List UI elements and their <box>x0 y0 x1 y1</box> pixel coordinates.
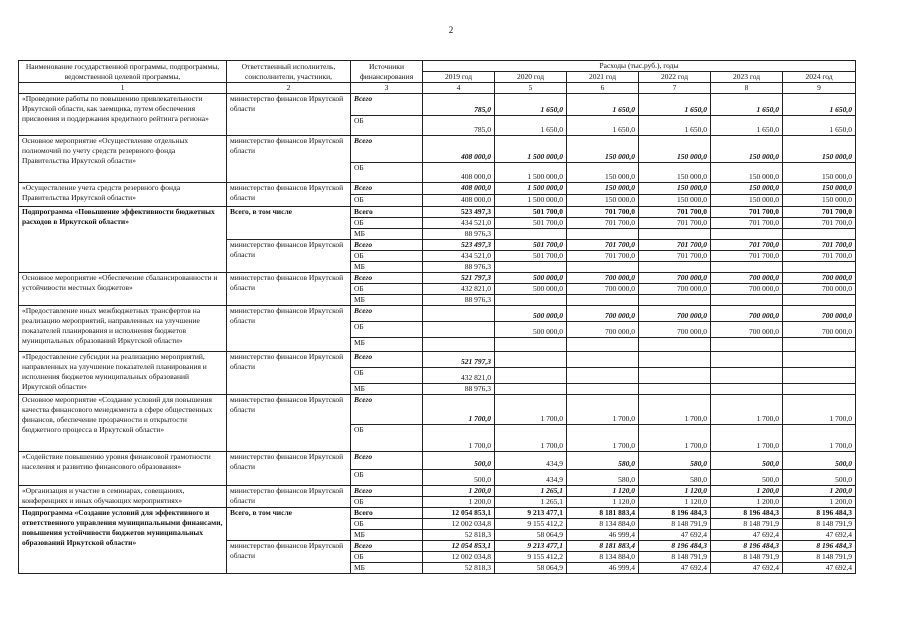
value-cell: 580,0 <box>639 452 711 470</box>
value-cell: 88 976,3 <box>423 229 495 240</box>
column-number: 3 <box>351 83 423 94</box>
value-cell: 1 200,0 <box>423 497 495 508</box>
header-executor: Ответственный исполнитель, соисполнители, участники, <box>227 61 351 83</box>
value-cell: 1 200,0 <box>423 486 495 497</box>
source-cell: ОБ <box>351 368 423 384</box>
executor-cell: министерство финансов Иркутской области <box>227 486 351 508</box>
value-cell: 150 000,0 <box>567 195 639 207</box>
value-cell: 150 000,0 <box>783 163 856 183</box>
source-cell: Всего <box>351 136 423 163</box>
program-name: Основное мероприятие «Создание условий для повышения качества финансового менеджмента в сфере общественных финансов, обеспечение прозрачности и открытости бюджетного процесса в Иркутской области» <box>19 395 227 452</box>
value-cell: 47 692,4 <box>711 530 783 541</box>
value-cell: 1 265,1 <box>495 497 567 508</box>
value-cell: 500,0 <box>783 452 856 470</box>
header-year: 2020 год <box>495 72 567 83</box>
value-cell: 701 700,0 <box>639 251 711 262</box>
value-cell: 1 700,0 <box>639 395 711 425</box>
value-cell: 1 500 000,0 <box>495 163 567 183</box>
value-cell: 88 976,3 <box>423 384 495 395</box>
source-cell: ОБ <box>351 497 423 508</box>
value-cell: 1 700,0 <box>783 425 856 452</box>
value-cell: 58 064,9 <box>495 563 567 574</box>
value-cell: 434 521,0 <box>423 218 495 229</box>
executor-cell: министерство финансов Иркутской области <box>227 541 351 574</box>
value-cell: 501 700,0 <box>495 218 567 229</box>
value-cell: 1 650,0 <box>783 116 856 136</box>
source-cell: Всего <box>351 273 423 284</box>
source-cell: ОБ <box>351 284 423 295</box>
value-cell: 500 000,0 <box>495 273 567 284</box>
value-cell: 9 213 477,1 <box>495 541 567 552</box>
value-cell: 700 000,0 <box>711 306 783 322</box>
source-cell: ОБ <box>351 470 423 486</box>
table-row <box>19 273 856 284</box>
source-cell: Всего <box>351 395 423 425</box>
header-year: 2023 год <box>711 72 783 83</box>
value-cell: 1 700,0 <box>495 395 567 425</box>
value-cell: 12 002 034,8 <box>423 552 495 563</box>
executor-cell: Всего, в том числе <box>227 508 351 541</box>
value-cell: 150 000,0 <box>711 136 783 163</box>
source-cell: МБ <box>351 338 423 352</box>
value-cell: 1 200,0 <box>711 486 783 497</box>
table-row <box>19 306 856 322</box>
executor-cell: министерство финансов Иркутской области <box>227 183 351 207</box>
value-cell: 150 000,0 <box>567 183 639 195</box>
program-name: Основное мероприятие «Осуществление отдельных полномочий по учету средств резервного фонда Правительства Иркутской области» <box>19 136 227 183</box>
value-cell: 47 692,4 <box>639 563 711 574</box>
value-cell: 1 650,0 <box>495 94 567 116</box>
header-row <box>19 61 856 72</box>
value-cell: 150 000,0 <box>711 183 783 195</box>
value-cell: 408 000,0 <box>423 163 495 183</box>
value-cell: 1 700,0 <box>423 395 495 425</box>
value-cell: 500,0 <box>783 470 856 486</box>
table-row <box>19 183 856 195</box>
header-name: Наименование государственной программы, подпрограммы, ведомственной целевой программы, <box>19 61 227 83</box>
value-cell: 150 000,0 <box>783 136 856 163</box>
value-cell: 8 196 484,3 <box>783 541 856 552</box>
executor-cell: министерство финансов Иркутской области <box>227 273 351 306</box>
value-cell: 1 265,1 <box>495 486 567 497</box>
value-cell: 47 692,4 <box>639 530 711 541</box>
value-cell: 46 999,4 <box>567 530 639 541</box>
value-cell: 1 700,0 <box>495 425 567 452</box>
value-cell: 1 500 000,0 <box>495 183 567 195</box>
value-cell: 1 650,0 <box>783 94 856 116</box>
column-number: 7 <box>639 83 711 94</box>
value-cell: 1 120,0 <box>639 497 711 508</box>
executor-cell: Всего, в том числе <box>227 207 351 240</box>
value-cell: 150 000,0 <box>567 136 639 163</box>
value-cell: 701 700,0 <box>711 240 783 251</box>
value-cell: 150 000,0 <box>639 183 711 195</box>
value-cell: 9 155 412,2 <box>495 519 567 530</box>
column-number: 9 <box>783 83 856 94</box>
value-cell: 1 700,0 <box>783 395 856 425</box>
value-cell: 700 000,0 <box>783 322 856 338</box>
program-name: «Осуществление учета средств резервного фонда Правительства Иркутской области» <box>19 183 227 207</box>
executor-cell: министерство финансов Иркутской области <box>227 240 351 273</box>
value-cell: 700 000,0 <box>639 284 711 295</box>
value-cell: 8 134 884,0 <box>567 552 639 563</box>
value-cell: 501 700,0 <box>495 240 567 251</box>
value-cell: 432 821,0 <box>423 284 495 295</box>
value-cell: 408 000,0 <box>423 183 495 195</box>
value-cell: 501 700,0 <box>495 207 567 218</box>
program-name: «Содействие повышению уровня финансовой грамотности населения и развитию финансового образования» <box>19 452 227 486</box>
value-cell: 8 196 484,3 <box>639 541 711 552</box>
value-cell: 1 120,0 <box>639 486 711 497</box>
table-row <box>19 452 856 470</box>
value-cell: 47 692,4 <box>783 563 856 574</box>
value-cell: 785,0 <box>423 116 495 136</box>
source-cell: Всего <box>351 94 423 116</box>
value-cell: 500,0 <box>423 452 495 470</box>
value-cell: 701 700,0 <box>783 251 856 262</box>
value-cell: 521 797,3 <box>423 352 495 368</box>
value-cell: 521 797,3 <box>423 273 495 284</box>
value-cell: 1 650,0 <box>711 116 783 136</box>
value-cell: 46 999,4 <box>567 563 639 574</box>
executor-cell: министерство финансов Иркутской области <box>227 136 351 183</box>
subprogram-name: Подпрограмма «Повышение эффективности бюджетных расходов в Иркутской области» <box>19 207 227 273</box>
value-cell: 8 181 883,4 <box>567 508 639 519</box>
value-cell: 88 976,3 <box>423 295 495 306</box>
value-cell: 150 000,0 <box>711 195 783 207</box>
value-cell: 700 000,0 <box>567 284 639 295</box>
value-cell: 150 000,0 <box>639 195 711 207</box>
value-cell: 150 000,0 <box>783 195 856 207</box>
value-cell: 701 700,0 <box>567 218 639 229</box>
value-cell: 8 196 484,3 <box>783 508 856 519</box>
executor-cell: министерство финансов Иркутской области <box>227 306 351 352</box>
executor-cell: министерство финансов Иркутской области <box>227 352 351 395</box>
value-cell: 501 700,0 <box>495 251 567 262</box>
value-cell: 8 196 484,3 <box>711 508 783 519</box>
value-cell: 47 692,4 <box>783 530 856 541</box>
source-cell: ОБ <box>351 425 423 452</box>
value-cell: 700 000,0 <box>783 273 856 284</box>
value-cell: 701 700,0 <box>711 207 783 218</box>
value-cell: 9 155 412,2 <box>495 552 567 563</box>
value-cell: 700 000,0 <box>567 306 639 322</box>
table-row <box>19 94 856 116</box>
value-cell: 500 000,0 <box>495 284 567 295</box>
value-cell: 700 000,0 <box>639 322 711 338</box>
source-cell: ОБ <box>351 322 423 338</box>
source-cell: ОБ <box>351 218 423 229</box>
value-cell: 9 213 477,1 <box>495 508 567 519</box>
value-cell: 1 700,0 <box>711 395 783 425</box>
value-cell: 701 700,0 <box>711 218 783 229</box>
value-cell: 701 700,0 <box>567 251 639 262</box>
value-cell: 1 650,0 <box>639 116 711 136</box>
value-cell: 1 650,0 <box>567 116 639 136</box>
source-cell: МБ <box>351 563 423 574</box>
source-cell: Всего <box>351 486 423 497</box>
source-cell: МБ <box>351 229 423 240</box>
value-cell: 8 148 791,9 <box>783 519 856 530</box>
value-cell: 12 002 034,8 <box>423 519 495 530</box>
value-cell: 434 521,0 <box>423 251 495 262</box>
column-number: 4 <box>423 83 495 94</box>
executor-cell: министерство финансов Иркутской области <box>227 395 351 452</box>
source-cell: Всего <box>351 452 423 470</box>
page-number: 2 <box>448 25 454 35</box>
value-cell: 432 821,0 <box>423 368 495 384</box>
value-cell: 52 818,3 <box>423 563 495 574</box>
value-cell: 58 064,9 <box>495 530 567 541</box>
value-cell: 8 148 791,9 <box>711 552 783 563</box>
value-cell: 700 000,0 <box>783 284 856 295</box>
value-cell: 580,0 <box>567 470 639 486</box>
value-cell: 8 148 791,9 <box>639 552 711 563</box>
value-cell: 1 500 000,0 <box>495 195 567 207</box>
value-cell: 785,0 <box>423 94 495 116</box>
value-cell: 1 200,0 <box>711 497 783 508</box>
value-cell: 1 200,0 <box>783 486 856 497</box>
table-row <box>19 352 856 368</box>
value-cell: 12 054 853,1 <box>423 508 495 519</box>
value-cell: 701 700,0 <box>783 240 856 251</box>
value-cell: 701 700,0 <box>711 251 783 262</box>
value-cell: 523 497,3 <box>423 207 495 218</box>
source-cell: ОБ <box>351 163 423 183</box>
value-cell: 8 196 484,3 <box>711 541 783 552</box>
value-cell: 47 692,4 <box>711 563 783 574</box>
value-cell: 1 500 000,0 <box>495 136 567 163</box>
value-cell: 8 196 484,3 <box>639 508 711 519</box>
value-cell: 701 700,0 <box>639 218 711 229</box>
header-expenses: Расходы (тыс.руб.), годы <box>423 61 856 72</box>
value-cell: 1 700,0 <box>639 425 711 452</box>
value-cell: 700 000,0 <box>567 322 639 338</box>
program-name: «Предоставление иных межбюджетных трансфертов на реализацию мероприятий, направленных на улучшение показателей планирования и исполнения бюджетов муниципальных образований Иркутской области» <box>19 306 227 352</box>
value-cell: 700 000,0 <box>711 322 783 338</box>
table-row <box>19 207 856 218</box>
column-numbers-row <box>19 83 856 94</box>
program-name: «Организация и участие в семинарах, совещаниях, конференциях и иных обучающих мероприятиях» <box>19 486 227 508</box>
source-cell: ОБ <box>351 251 423 262</box>
value-cell: 1 650,0 <box>567 94 639 116</box>
table-row <box>19 136 856 163</box>
value-cell: 500,0 <box>711 452 783 470</box>
value-cell: 434,9 <box>495 470 567 486</box>
value-cell: 8 148 791,9 <box>711 519 783 530</box>
value-cell: 408 000,0 <box>423 195 495 207</box>
value-cell: 1 650,0 <box>711 94 783 116</box>
column-number: 1 <box>19 83 227 94</box>
value-cell: 1 650,0 <box>639 94 711 116</box>
value-cell: 1 200,0 <box>783 497 856 508</box>
value-cell: 8 134 884,0 <box>567 519 639 530</box>
value-cell: 150 000,0 <box>783 183 856 195</box>
value-cell: 1 120,0 <box>567 497 639 508</box>
value-cell: 700 000,0 <box>711 273 783 284</box>
value-cell: 700 000,0 <box>783 306 856 322</box>
source-cell: Всего <box>351 240 423 251</box>
column-number: 5 <box>495 83 567 94</box>
source-cell: Всего <box>351 541 423 552</box>
executor-cell: министерство финансов Иркутской области <box>227 452 351 486</box>
column-number: 8 <box>711 83 783 94</box>
value-cell: 1 120,0 <box>567 486 639 497</box>
program-name: «Предоставление субсидии на реализацию мероприятий, направленных на улучшение показателей планирования и исполнения бюджетов муниципальных образований Иркутской области» <box>19 352 227 395</box>
value-cell: 150 000,0 <box>639 163 711 183</box>
table-row <box>19 486 856 497</box>
value-cell: 1 700,0 <box>567 395 639 425</box>
source-cell: Всего <box>351 352 423 368</box>
header-source: Источники финансирования <box>351 61 423 83</box>
value-cell: 88 976,3 <box>423 262 495 273</box>
value-cell: 700 000,0 <box>567 273 639 284</box>
header-year: 2022 год <box>639 72 711 83</box>
value-cell: 1 650,0 <box>495 116 567 136</box>
value-cell: 52 818,3 <box>423 530 495 541</box>
program-name: Основное мероприятие «Обеспечение сбалансированности и устойчивости местных бюджетов» <box>19 273 227 306</box>
value-cell: 700 000,0 <box>711 284 783 295</box>
source-cell: Всего <box>351 508 423 519</box>
table-row <box>19 508 856 519</box>
value-cell: 701 700,0 <box>783 218 856 229</box>
table-row <box>19 395 856 425</box>
value-cell: 1 700,0 <box>423 425 495 452</box>
source-cell: МБ <box>351 295 423 306</box>
value-cell: 701 700,0 <box>567 240 639 251</box>
column-number: 2 <box>227 83 351 94</box>
value-cell: 580,0 <box>639 470 711 486</box>
value-cell: 500 000,0 <box>495 306 567 322</box>
value-cell: 8 148 791,9 <box>783 552 856 563</box>
source-cell: Всего <box>351 183 423 195</box>
source-cell: ОБ <box>351 195 423 207</box>
value-cell: 12 054 853,1 <box>423 541 495 552</box>
source-cell: МБ <box>351 530 423 541</box>
source-cell: ОБ <box>351 552 423 563</box>
value-cell: 1 700,0 <box>711 425 783 452</box>
subprogram-name: Подпрограмма «Создание условий для эффективного и ответственного управления муниципальными финансами, повышения устойчивости бюджетов муниципальных образований Иркутской области» <box>19 508 227 574</box>
value-cell: 500,0 <box>423 470 495 486</box>
value-cell: 701 700,0 <box>639 240 711 251</box>
value-cell: 523 497,3 <box>423 240 495 251</box>
executor-cell: министерство финансов Иркутской области <box>227 94 351 136</box>
budget-table <box>18 60 856 574</box>
value-cell: 8 181 883,4 <box>567 541 639 552</box>
value-cell: 150 000,0 <box>639 136 711 163</box>
source-cell: МБ <box>351 384 423 395</box>
value-cell: 408 000,0 <box>423 136 495 163</box>
value-cell: 701 700,0 <box>567 207 639 218</box>
header-year: 2021 год <box>567 72 639 83</box>
value-cell: 1 700,0 <box>567 425 639 452</box>
header-year: 2019 год <box>423 72 495 83</box>
value-cell: 500 000,0 <box>495 322 567 338</box>
value-cell: 500,0 <box>711 470 783 486</box>
value-cell: 434,9 <box>495 452 567 470</box>
value-cell: 580,0 <box>567 452 639 470</box>
source-cell: ОБ <box>351 519 423 530</box>
value-cell: 700 000,0 <box>639 306 711 322</box>
column-number: 6 <box>567 83 639 94</box>
header-year: 2024 год <box>783 72 856 83</box>
value-cell: 701 700,0 <box>783 207 856 218</box>
value-cell: 150 000,0 <box>567 163 639 183</box>
value-cell: 150 000,0 <box>711 163 783 183</box>
value-cell: 8 148 791,9 <box>639 519 711 530</box>
source-cell: Всего <box>351 306 423 322</box>
source-cell: МБ <box>351 262 423 273</box>
source-cell: Всего <box>351 207 423 218</box>
source-cell: ОБ <box>351 116 423 136</box>
value-cell: 701 700,0 <box>639 207 711 218</box>
program-name: «Проведение работы по повышению привлекательности Иркутской области, как заемщика, путем обеспечения присвоения и поддержания кредитного рейтинга региона» <box>19 94 227 136</box>
value-cell: 700 000,0 <box>639 273 711 284</box>
